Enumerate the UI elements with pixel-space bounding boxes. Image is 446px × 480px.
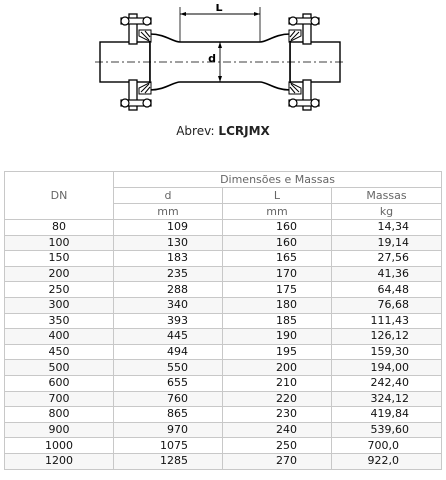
cell-d: 550 [114, 360, 223, 376]
cell-l: 250 [223, 438, 332, 454]
dim-d-label: d [208, 52, 216, 65]
cell-mass: 419,84 [332, 407, 442, 423]
cell-d: 393 [114, 313, 223, 329]
table-row [5, 329, 442, 345]
cell-dn: 800 [5, 407, 114, 423]
cell-l: 180 [223, 297, 332, 313]
dim-L-arrow-left [180, 12, 186, 16]
header-l: L [223, 188, 332, 204]
cell-l: 190 [223, 329, 332, 345]
table-row [5, 360, 442, 376]
header-d: d [114, 188, 223, 204]
cell-l: 185 [223, 313, 332, 329]
table-row [5, 438, 442, 454]
header-dn: DN [5, 172, 114, 220]
unit-d: mm [114, 204, 223, 220]
table-row [5, 266, 442, 282]
cell-dn: 1000 [5, 438, 114, 454]
cell-mass: 27,56 [332, 251, 442, 267]
cell-mass: 700,0 [332, 438, 442, 454]
cell-l: 160 [223, 220, 332, 236]
header-group: Dimensões e Massas [114, 172, 442, 188]
cell-mass: 64,48 [332, 282, 442, 298]
cell-l: 165 [223, 251, 332, 267]
cell-d: 865 [114, 407, 223, 423]
cell-l: 160 [223, 235, 332, 251]
cell-mass: 922,0 [332, 453, 442, 469]
cell-dn: 300 [5, 297, 114, 313]
cell-d: 445 [114, 329, 223, 345]
cell-dn: 900 [5, 422, 114, 438]
cell-d: 183 [114, 251, 223, 267]
cell-dn: 350 [5, 313, 114, 329]
table-row [5, 344, 442, 360]
table-row [5, 407, 442, 423]
cell-mass: 194,00 [332, 360, 442, 376]
cell-mass: 41,36 [332, 266, 442, 282]
cell-d: 760 [114, 391, 223, 407]
cell-d: 130 [114, 235, 223, 251]
cell-d: 340 [114, 297, 223, 313]
cell-dn: 500 [5, 360, 114, 376]
table-row [5, 282, 442, 298]
header-mass: Massas [332, 188, 442, 204]
cell-d: 970 [114, 422, 223, 438]
cell-l: 200 [223, 360, 332, 376]
table-row [5, 220, 442, 236]
cell-l: 175 [223, 282, 332, 298]
cell-l: 170 [223, 266, 332, 282]
table-row [5, 251, 442, 267]
table-row [5, 453, 442, 469]
table-row [5, 375, 442, 391]
cell-mass: 76,68 [332, 297, 442, 313]
cell-dn: 400 [5, 329, 114, 345]
cell-dn: 150 [5, 251, 114, 267]
cell-mass: 159,30 [332, 344, 442, 360]
cell-mass: 19,14 [332, 235, 442, 251]
cell-mass: 324,12 [332, 391, 442, 407]
table-row [5, 391, 442, 407]
cell-dn: 450 [5, 344, 114, 360]
cell-dn: 80 [5, 220, 114, 236]
cell-l: 230 [223, 407, 332, 423]
cell-l: 240 [223, 422, 332, 438]
cell-mass: 242,40 [332, 375, 442, 391]
table-row [5, 313, 442, 329]
cell-d: 1285 [114, 453, 223, 469]
cell-mass: 14,34 [332, 220, 442, 236]
table-row [5, 235, 442, 251]
unit-l: mm [223, 204, 332, 220]
cell-mass: 111,43 [332, 313, 442, 329]
cell-d: 235 [114, 266, 223, 282]
cell-dn: 200 [5, 266, 114, 282]
dim-L-label: L [215, 4, 223, 14]
table-row [5, 422, 442, 438]
cell-d: 655 [114, 375, 223, 391]
cell-l: 195 [223, 344, 332, 360]
cell-dn: 100 [5, 235, 114, 251]
caption-prefix: Abrev: [176, 124, 215, 138]
cell-d: 288 [114, 282, 223, 298]
cell-l: 220 [223, 391, 332, 407]
cell-d: 109 [114, 220, 223, 236]
cell-mass: 539,60 [332, 422, 442, 438]
cell-l: 270 [223, 453, 332, 469]
cell-l: 210 [223, 375, 332, 391]
cell-dn: 1200 [5, 453, 114, 469]
cell-d: 494 [114, 344, 223, 360]
cell-d: 1075 [114, 438, 223, 454]
cell-dn: 250 [5, 282, 114, 298]
dimensions-table [4, 171, 442, 470]
cell-dn: 600 [5, 375, 114, 391]
abbreviation-caption [0, 124, 446, 138]
table-row [5, 297, 442, 313]
cell-mass: 126,12 [332, 329, 442, 345]
dim-L-arrow-right [254, 12, 260, 16]
unit-mass: kg [332, 204, 442, 220]
cell-dn: 700 [5, 391, 114, 407]
coupling-diagram [95, 4, 345, 118]
caption-code: LCRJMX [218, 124, 270, 138]
